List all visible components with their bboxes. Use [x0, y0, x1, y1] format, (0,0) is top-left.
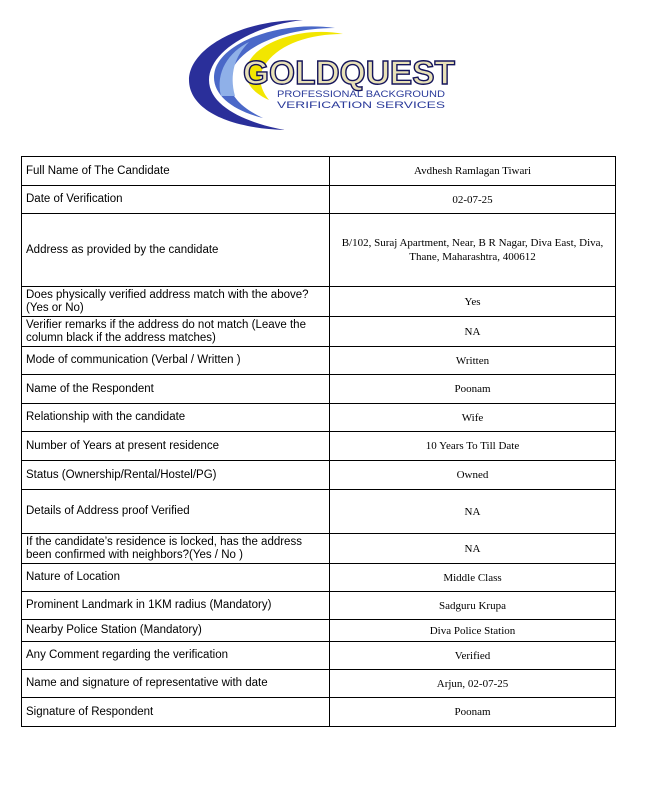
row-label: Nature of Location	[22, 564, 330, 592]
row-value: B/102, Suraj Apartment, Near, B R Nagar, Diva East, Diva, Thane, Maharashtra, 400612	[330, 214, 616, 287]
table-row	[22, 564, 616, 592]
row-label: Status (Ownership/Rental/Hostel/PG)	[22, 461, 330, 490]
table-row	[22, 186, 616, 214]
row-label: Number of Years at present residence	[22, 432, 330, 461]
table-row	[22, 432, 616, 461]
row-label: Relationship with the candidate	[22, 404, 330, 432]
verification-table	[21, 156, 616, 727]
row-value: NA	[330, 490, 616, 534]
table-row	[22, 620, 616, 642]
table-row	[22, 317, 616, 347]
row-label: Verifier remarks if the address do not match (Leave the column black if the address matches)	[22, 317, 330, 347]
table-row	[22, 642, 616, 670]
row-label: Details of Address proof Verified	[22, 490, 330, 534]
table-row	[22, 347, 616, 375]
table-row	[22, 490, 616, 534]
table-row	[22, 534, 616, 564]
row-value: Middle Class	[330, 564, 616, 592]
row-value: Sadguru Krupa	[330, 592, 616, 620]
row-label: Address as provided by the candidate	[22, 214, 330, 287]
row-label: Full Name of The Candidate	[22, 157, 330, 186]
row-label: Name and signature of representative with date	[22, 670, 330, 698]
row-value: Yes	[330, 287, 616, 317]
goldquest-logo-graphic	[185, 12, 475, 134]
logo-tagline-2: VERIFICATION SERVICES	[277, 100, 445, 110]
table-row	[22, 375, 616, 404]
logo-brand-text: GOLDQUEST	[243, 54, 455, 91]
table-row	[22, 287, 616, 317]
table-row	[22, 461, 616, 490]
row-label: Any Comment regarding the verification	[22, 642, 330, 670]
row-value: Owned	[330, 461, 616, 490]
row-label: Nearby Police Station (Mandatory)	[22, 620, 330, 642]
row-label: Name of the Respondent	[22, 375, 330, 404]
table-row	[22, 698, 616, 727]
logo-tagline-1: PROFESSIONAL BACKGROUND	[277, 89, 446, 100]
row-value: NA	[330, 317, 616, 347]
goldquest-logo	[185, 12, 475, 134]
row-value: Avdhesh Ramlagan Tiwari	[330, 157, 616, 186]
row-value: Arjun, 02-07-25	[330, 670, 616, 698]
table-row	[22, 592, 616, 620]
row-value: Wife	[330, 404, 616, 432]
table-row	[22, 670, 616, 698]
row-label: Does physically verified address match with the above? (Yes or No)	[22, 287, 330, 317]
row-value: NA	[330, 534, 616, 564]
row-value: Verified	[330, 642, 616, 670]
row-value: Diva Police Station	[330, 620, 616, 642]
row-label: Prominent Landmark in 1KM radius (Mandatory)	[22, 592, 330, 620]
row-label: Signature of Respondent	[22, 698, 330, 727]
row-label: Mode of communication (Verbal / Written )	[22, 347, 330, 375]
table-row	[22, 214, 616, 287]
row-value: Poonam	[330, 698, 616, 727]
table-row	[22, 404, 616, 432]
row-value: 02-07-25	[330, 186, 616, 214]
row-value: Written	[330, 347, 616, 375]
row-label: Date of Verification	[22, 186, 330, 214]
row-label: If the candidate’s residence is locked, has the address been confirmed with neighbors?(Yes / No )	[22, 534, 330, 564]
table-row	[22, 157, 616, 186]
row-value: 10 Years To Till Date	[330, 432, 616, 461]
row-value: Poonam	[330, 375, 616, 404]
